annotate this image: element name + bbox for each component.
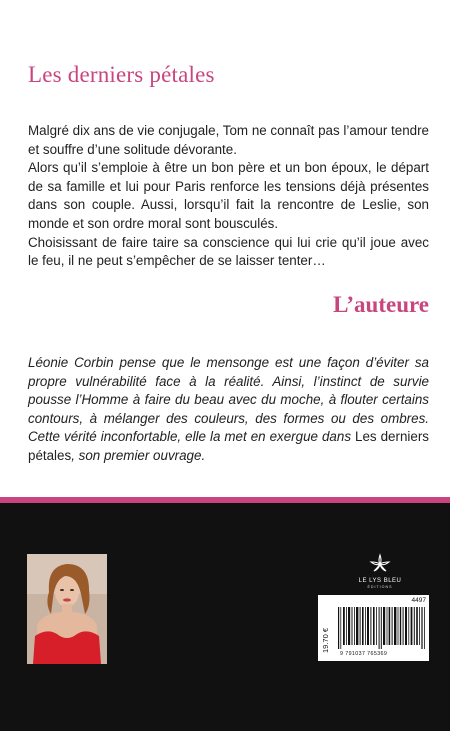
publisher-sub: ÉDITIONS [367, 585, 393, 589]
author-heading: L’auteure [333, 292, 429, 317]
book-title: Les derniers pétales [28, 62, 215, 87]
author-photo [27, 554, 107, 664]
bio-text-end: , son premier ouvrage. [71, 447, 206, 463]
lily-icon [369, 553, 391, 575]
synopsis-paragraph: Malgré dix ans de vie conjugale, Tom ne connaît pas l’amour tendre et souffre d’une solitude dévorante. [28, 123, 429, 157]
bio-text: Léonie Corbin pense que le mensonge est une façon d’éviter sa propre vulnérabilité face à la réalité. Ainsi, l’instinct de survie pousse l’Homme à faire du beau avec du moche, à flouter certains contours, à mélanger des couleurs, des formes ou des ombres. Cette vérité inconfortable, elle la met en exergue dans [28, 355, 429, 445]
publisher-name: LE LYS BLEU [358, 578, 402, 584]
synopsis [28, 122, 429, 271]
barcode-label [318, 595, 429, 661]
product-code: 4497 [411, 597, 426, 604]
publisher-logo [354, 553, 406, 589]
bio-book-title: Les derniers pétales [28, 429, 429, 463]
author-bio [28, 354, 429, 466]
author-photo-image [27, 554, 107, 664]
barcode [338, 607, 426, 649]
synopsis-paragraph: Alors qu’il s’emploie à être un bon père et un bon époux, le départ de sa famille et lui pour Paris renforce les tensions déjà présentes dans son couple. Aussi, lorsqu’il fait la rencontre de Leslie, son monde et son ordre moral sont bousculés. [28, 160, 429, 231]
isbn-number: 9 791037 765369 [340, 651, 388, 657]
synopsis-paragraph: Choisissant de faire taire sa conscience qui lui crie qu’il joue avec le feu, il ne peut s’empêcher de se laisser tenter… [28, 234, 429, 269]
price: 19.70 € [321, 627, 330, 653]
